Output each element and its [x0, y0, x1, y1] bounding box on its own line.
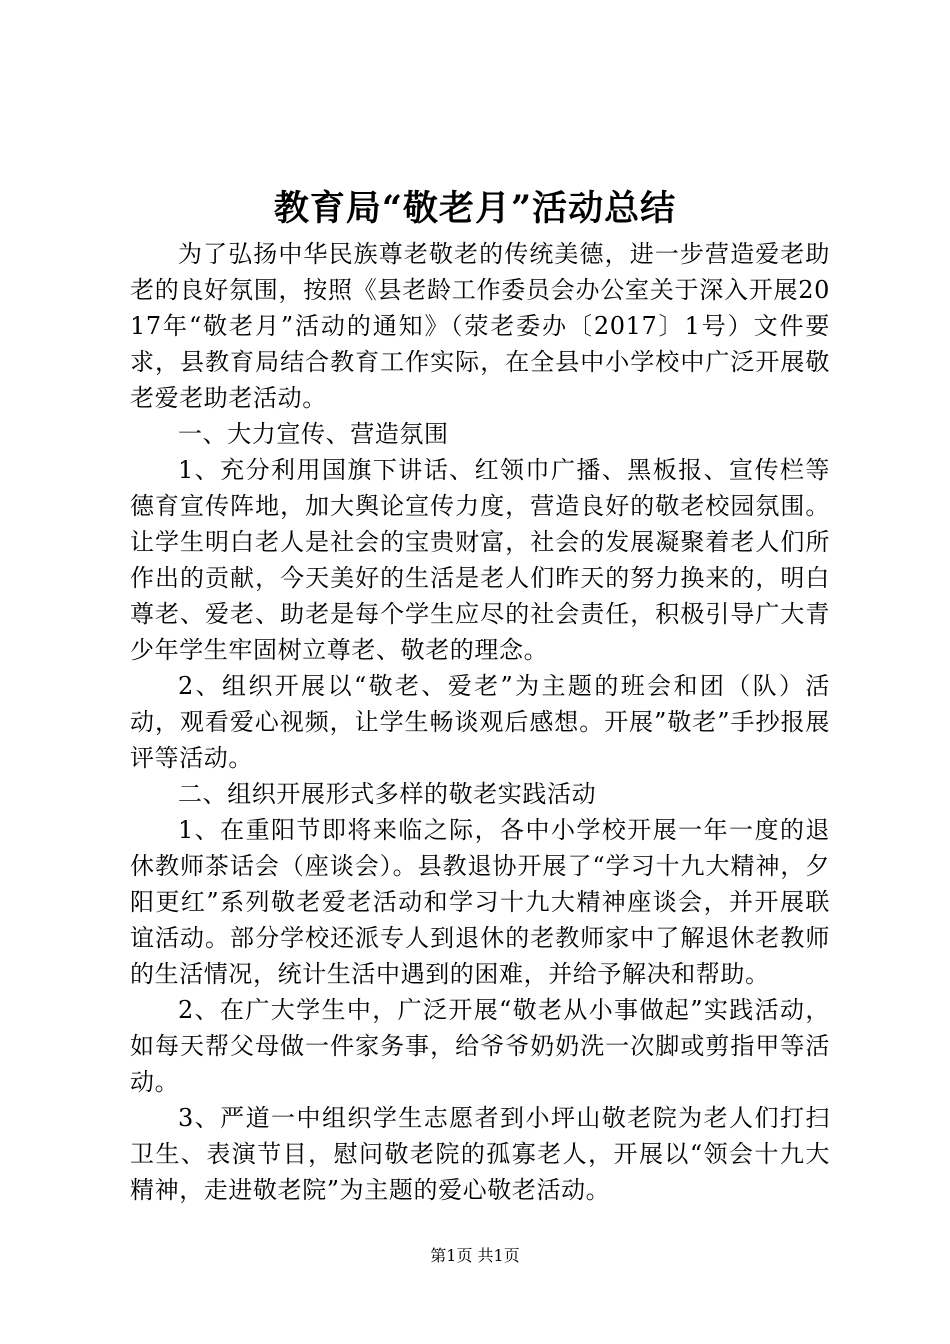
document-body [130, 236, 830, 1208]
section-heading-2: 二、组织开展形式多样的敬老实践活动 [178, 780, 597, 808]
body-paragraph: 1、充分利用国旗下讲话、红领巾广播、黑板报、宣传栏等德育宣传阵地，加大舆论宣传力度，营造良好的敬老校园氛围。让学生明白老人是社会的宝贵财富，社会的发展凝聚着老人们所作出的贡献，今天美好的生活是老人们昨天的努力换来的，明白尊老、爱老、助老是每个学生应尽的社会责任，积极引导广大青少年学生牢固树立尊老、敬老的理念。 [130, 456, 830, 664]
page-number-footer: 第1页 共1页 [430, 1246, 520, 1265]
body-paragraph: 3、严道一中组织学生志愿者到小坪山敬老院为老人们打扫卫生、表演节目，慰问敬老院的孤寡老人，开展以“领会十九大精神，走进敬老院”为主题的爱心敬老活动。 [130, 1104, 830, 1204]
document-title: 教育局“敬老月”活动总结 [273, 188, 677, 229]
body-paragraph: 2、组织开展以“敬老、爱老”为主题的班会和团（队）活动，观看爱心视频，让学生畅谈观后感想。开展”敬老”手抄报展评等活动。 [130, 672, 830, 772]
body-paragraph: 2、在广大学生中，广泛开展“敬老从小事做起”实践活动，如每天帮父母做一件家务事，给爷爷奶奶洗一次脚或剪指甲等活动。 [130, 996, 830, 1096]
intro-paragraph: 为了弘扬中华民族尊老敬老的传统美德，进一步营造爱老助老的良好氛围，按照《县老龄工作委员会办公室关于深入开展2017年“敬老月”活动的通知》（荥老委办〔2017〕1号）文件要求，县教育局结合教育工作实际，在全县中小学校中广泛开展敬老爱老助老活动。 [130, 240, 830, 412]
section-heading-1: 一、大力宣传、营造氛围 [178, 420, 449, 448]
body-paragraph: 1、在重阳节即将来临之际，各中小学校开展一年一度的退休教师茶话会（座谈会）。县教退协开展了“学习十九大精神，夕阳更红”系列敬老爱老活动和学习十九大精神座谈会，并开展联谊活动。部分学校还派专人到退休的老教师家中了解退休老教师的生活情况，统计生活中遇到的困难，并给予解决和帮助。 [130, 816, 830, 988]
